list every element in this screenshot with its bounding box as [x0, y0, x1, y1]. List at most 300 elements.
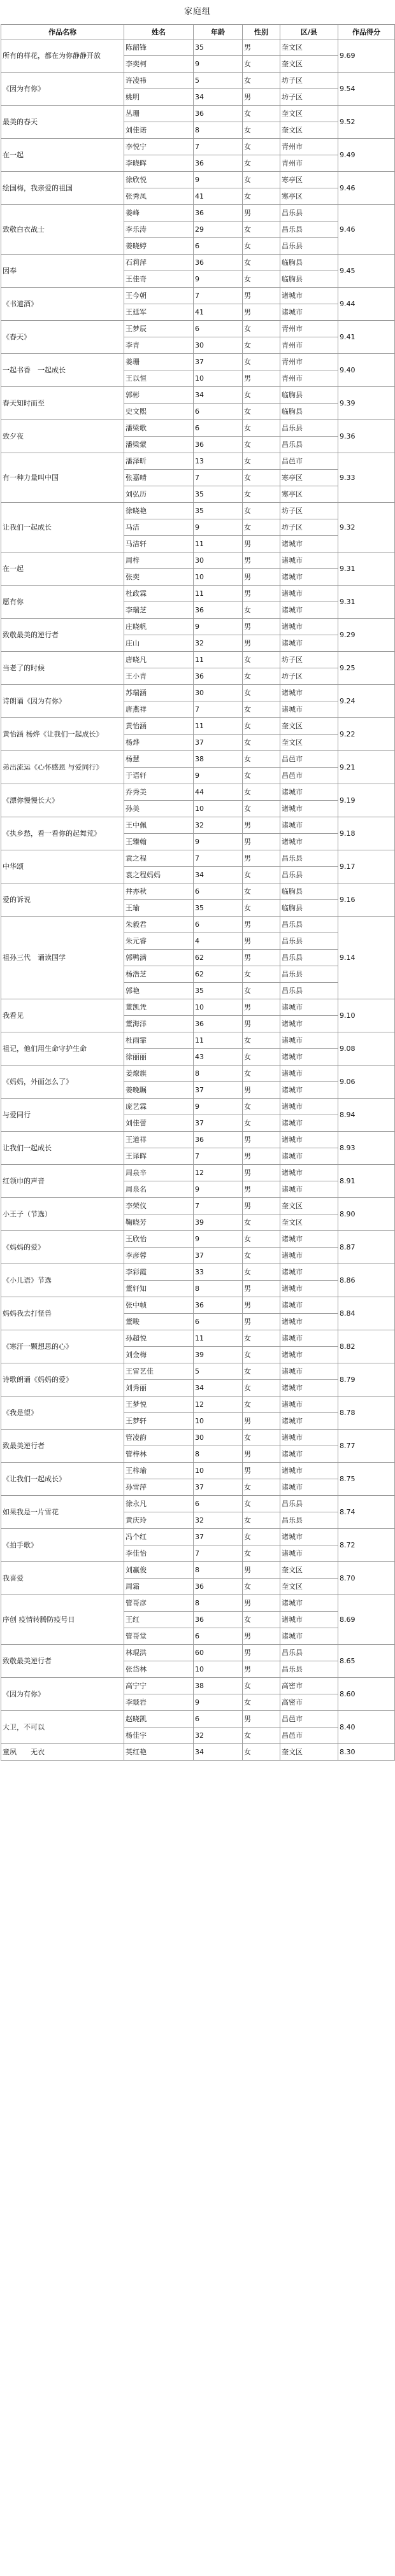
- member-region-cell: 诸城市: [280, 1397, 338, 1413]
- member-name-cell: 张秀凤: [124, 188, 194, 205]
- member-age-cell: 8: [194, 1562, 243, 1579]
- member-age-cell: 35: [194, 39, 243, 56]
- member-gender-cell: 男: [243, 1463, 280, 1479]
- score-cell: 8.65: [338, 1645, 395, 1678]
- score-cell: 9.41: [338, 321, 395, 354]
- member-name-cell: 刘佳诺: [124, 122, 194, 139]
- score-cell: 8.75: [338, 1463, 395, 1496]
- member-name-cell: 于语轩: [124, 768, 194, 784]
- member-region-cell: 诸城市: [280, 1082, 338, 1099]
- member-name-cell: 林琨洪: [124, 1645, 194, 1661]
- member-gender-cell: 男: [243, 569, 280, 586]
- member-age-cell: 36: [194, 1579, 243, 1595]
- score-cell: 9.44: [338, 288, 395, 321]
- member-gender-cell: 女: [243, 106, 280, 122]
- member-gender-cell: 男: [243, 536, 280, 553]
- member-gender-cell: 女: [243, 437, 280, 453]
- member-name-cell: 孙美: [124, 801, 194, 817]
- work-title-cell: 最美的春天: [1, 106, 124, 139]
- table-row: [1, 586, 395, 602]
- table-row: [1, 453, 395, 470]
- member-age-cell: 39: [194, 1347, 243, 1363]
- member-age-cell: 36: [194, 668, 243, 685]
- member-gender-cell: 女: [243, 420, 280, 437]
- table-row: [1, 1165, 395, 1181]
- member-name-cell: 唐燕祥: [124, 701, 194, 718]
- member-gender-cell: 女: [243, 1115, 280, 1132]
- member-age-cell: 9: [194, 834, 243, 850]
- member-age-cell: 44: [194, 784, 243, 801]
- member-name-cell: 王红: [124, 1612, 194, 1628]
- table-row: [1, 1430, 395, 1446]
- member-name-cell: 姜峰: [124, 205, 194, 222]
- member-region-cell: 诸城市: [280, 1165, 338, 1181]
- score-cell: 9.39: [338, 387, 395, 420]
- member-region-cell: 临朐县: [280, 387, 338, 404]
- member-age-cell: 41: [194, 304, 243, 321]
- member-name-cell: 李瑞芝: [124, 602, 194, 619]
- member-region-cell: 寒亭区: [280, 486, 338, 503]
- member-age-cell: 10: [194, 1463, 243, 1479]
- member-region-cell: 诸城市: [280, 1016, 338, 1032]
- member-name-cell: 王道祥: [124, 1132, 194, 1148]
- score-cell: 9.18: [338, 817, 395, 850]
- member-name-cell: 唐晓凡: [124, 652, 194, 668]
- member-region-cell: 奎文区: [280, 1214, 338, 1231]
- member-gender-cell: 女: [243, 188, 280, 205]
- member-age-cell: 6: [194, 420, 243, 437]
- work-title-cell: 诗歌朗诵《妈妈的爱》: [1, 1363, 124, 1397]
- member-region-cell: 青州市: [280, 370, 338, 387]
- member-gender-cell: 女: [243, 668, 280, 685]
- work-title-cell: 因奉: [1, 255, 124, 288]
- work-title-cell: 序创 疫情转腾防疫号日: [1, 1595, 124, 1645]
- member-gender-cell: 女: [243, 486, 280, 503]
- member-name-cell: 乔秀美: [124, 784, 194, 801]
- score-cell: 9.14: [338, 917, 395, 999]
- member-gender-cell: 女: [243, 1744, 280, 1761]
- score-cell: 9.36: [338, 420, 395, 453]
- work-title-cell: 在一起: [1, 553, 124, 586]
- member-age-cell: 6: [194, 1496, 243, 1512]
- member-name-cell: 王梦轩: [124, 1413, 194, 1430]
- member-region-cell: 昌乐县: [280, 222, 338, 238]
- member-gender-cell: 女: [243, 453, 280, 470]
- member-region-cell: 昌邑市: [280, 1728, 338, 1744]
- member-gender-cell: 男: [243, 553, 280, 569]
- table-row: [1, 1032, 395, 1049]
- member-age-cell: 37: [194, 1479, 243, 1496]
- member-age-cell: 35: [194, 486, 243, 503]
- member-age-cell: 39: [194, 1214, 243, 1231]
- member-age-cell: 35: [194, 900, 243, 917]
- member-region-cell: 昌乐县: [280, 850, 338, 867]
- member-region-cell: 昌乐县: [280, 1512, 338, 1529]
- member-region-cell: 昌乐县: [280, 1645, 338, 1661]
- score-cell: 9.17: [338, 850, 395, 883]
- member-gender-cell: 男: [243, 635, 280, 652]
- member-age-cell: 9: [194, 271, 243, 288]
- work-title-cell: 《因为有你》: [1, 1678, 124, 1711]
- score-cell: 9.69: [338, 39, 395, 73]
- member-region-cell: 诸城市: [280, 1281, 338, 1297]
- score-cell: 9.06: [338, 1066, 395, 1099]
- member-gender-cell: 男: [243, 586, 280, 602]
- score-cell: 8.69: [338, 1595, 395, 1645]
- member-region-cell: 奎文区: [280, 718, 338, 735]
- member-region-cell: 奎文区: [280, 122, 338, 139]
- member-age-cell: 6: [194, 404, 243, 420]
- member-gender-cell: 男: [243, 1661, 280, 1678]
- work-title-cell: 《漂你慢慢长大》: [1, 784, 124, 817]
- member-region-cell: 坊子区: [280, 503, 338, 519]
- member-region-cell: 奎文区: [280, 1562, 338, 1579]
- member-region-cell: 奎文区: [280, 106, 338, 122]
- table-row: [1, 718, 395, 735]
- member-region-cell: 诸城市: [280, 536, 338, 553]
- work-title-cell: 《妈妈的爱》: [1, 1231, 124, 1264]
- member-gender-cell: 女: [243, 255, 280, 271]
- score-cell: 8.79: [338, 1363, 395, 1397]
- work-title-cell: 愿有你: [1, 586, 124, 619]
- score-cell: 8.74: [338, 1496, 395, 1529]
- member-age-cell: 9: [194, 56, 243, 73]
- member-age-cell: 34: [194, 1380, 243, 1397]
- table-row: [1, 1529, 395, 1545]
- member-name-cell: 刘佳蕾: [124, 1115, 194, 1132]
- score-cell: 8.94: [338, 1099, 395, 1132]
- member-region-cell: 诸城市: [280, 817, 338, 834]
- member-age-cell: 9: [194, 1694, 243, 1711]
- member-gender-cell: 女: [243, 1430, 280, 1446]
- member-region-cell: 诸城市: [280, 1314, 338, 1330]
- member-age-cell: 11: [194, 586, 243, 602]
- table-row: [1, 1330, 395, 1347]
- member-name-cell: 杨浩芝: [124, 966, 194, 983]
- member-region-cell: 昌乐县: [280, 917, 338, 933]
- work-title-cell: 在一起: [1, 139, 124, 172]
- header-name: 姓名: [124, 25, 194, 39]
- member-region-cell: 坊子区: [280, 652, 338, 668]
- member-name-cell: 王中佩: [124, 817, 194, 834]
- header-gender: 性别: [243, 25, 280, 39]
- member-name-cell: 管哥堂: [124, 1628, 194, 1645]
- member-region-cell: 诸城市: [280, 1032, 338, 1049]
- member-age-cell: 7: [194, 850, 243, 867]
- work-title-cell: 大卫，不可以: [1, 1711, 124, 1744]
- page-title: 家庭组: [183, 7, 211, 17]
- score-cell: 8.93: [338, 1132, 395, 1165]
- member-gender-cell: 男: [243, 370, 280, 387]
- member-region-cell: 诸城市: [280, 1413, 338, 1430]
- score-cell: 8.82: [338, 1330, 395, 1363]
- member-name-cell: 杨烨: [124, 735, 194, 751]
- member-name-cell: 李荣仪: [124, 1198, 194, 1214]
- member-age-cell: 37: [194, 1115, 243, 1132]
- member-age-cell: 11: [194, 652, 243, 668]
- table-row: [1, 205, 395, 222]
- table-row: [1, 999, 395, 1016]
- member-age-cell: 11: [194, 718, 243, 735]
- score-cell: 8.72: [338, 1529, 395, 1562]
- member-region-cell: 诸城市: [280, 1049, 338, 1066]
- member-gender-cell: 女: [243, 172, 280, 188]
- member-region-cell: 诸城市: [280, 834, 338, 850]
- member-age-cell: 6: [194, 883, 243, 900]
- member-gender-cell: 女: [243, 238, 280, 255]
- member-age-cell: 6: [194, 917, 243, 933]
- member-gender-cell: 女: [243, 470, 280, 486]
- member-name-cell: 王佳奇: [124, 271, 194, 288]
- work-title-cell: 我喜爱: [1, 1562, 124, 1595]
- member-gender-cell: 女: [243, 354, 280, 370]
- table-row: [1, 1496, 395, 1512]
- member-name-cell: 姜晚瞩: [124, 1082, 194, 1099]
- table-row: [1, 1397, 395, 1413]
- work-title-cell: 所有的样花，都在为你静静开放: [1, 39, 124, 73]
- member-gender-cell: 男: [243, 1413, 280, 1430]
- member-region-cell: 奎文区: [280, 39, 338, 56]
- member-age-cell: 34: [194, 867, 243, 883]
- member-age-cell: 36: [194, 106, 243, 122]
- member-gender-cell: 男: [243, 619, 280, 635]
- member-name-cell: 王梦悦: [124, 1397, 194, 1413]
- member-region-cell: 奎文区: [280, 1744, 338, 1761]
- member-region-cell: 临朐县: [280, 404, 338, 420]
- table-row: [1, 321, 395, 337]
- member-region-cell: 坊子区: [280, 668, 338, 685]
- member-age-cell: 36: [194, 205, 243, 222]
- score-cell: 9.45: [338, 255, 395, 288]
- member-name-cell: 潘梁蒙: [124, 437, 194, 453]
- table-row: [1, 1231, 395, 1248]
- member-age-cell: 32: [194, 817, 243, 834]
- member-region-cell: 坊子区: [280, 73, 338, 89]
- member-age-cell: 35: [194, 503, 243, 519]
- member-name-cell: 刘秀丽: [124, 1380, 194, 1397]
- member-gender-cell: 女: [243, 1529, 280, 1545]
- member-region-cell: 奎文区: [280, 56, 338, 73]
- member-region-cell: 诸城市: [280, 1148, 338, 1165]
- member-age-cell: 30: [194, 1430, 243, 1446]
- score-cell: 8.78: [338, 1397, 395, 1430]
- work-title-cell: 祖记，他们用生命守护生命: [1, 1032, 124, 1066]
- member-name-cell: 王欣怡: [124, 1231, 194, 1248]
- member-age-cell: 7: [194, 139, 243, 155]
- table-row: [1, 619, 395, 635]
- member-age-cell: 9: [194, 1231, 243, 1248]
- member-age-cell: 36: [194, 1132, 243, 1148]
- table-row: [1, 1645, 395, 1661]
- member-name-cell: 高宁宁: [124, 1678, 194, 1694]
- member-region-cell: 诸城市: [280, 1330, 338, 1347]
- member-region-cell: 诸城市: [280, 1628, 338, 1645]
- member-gender-cell: 女: [243, 1049, 280, 1066]
- member-region-cell: 诸城市: [280, 701, 338, 718]
- work-title-cell: 弟出流运《心怀感恩 与爱同行》: [1, 751, 124, 784]
- member-name-cell: 徐丽丽: [124, 1049, 194, 1066]
- member-gender-cell: 女: [243, 337, 280, 354]
- member-gender-cell: 男: [243, 1297, 280, 1314]
- member-region-cell: 诸城市: [280, 602, 338, 619]
- table-row: [1, 1066, 395, 1082]
- member-region-cell: 高密市: [280, 1678, 338, 1694]
- work-title-cell: 一起书香 一起成长: [1, 354, 124, 387]
- member-name-cell: 王译晖: [124, 1148, 194, 1165]
- member-age-cell: 60: [194, 1645, 243, 1661]
- member-age-cell: 37: [194, 735, 243, 751]
- member-gender-cell: 女: [243, 1032, 280, 1049]
- work-title-cell: 红领巾的声音: [1, 1165, 124, 1198]
- member-gender-cell: 男: [243, 1132, 280, 1148]
- member-region-cell: 奎文区: [280, 1579, 338, 1595]
- work-title-cell: 中华颂: [1, 850, 124, 883]
- score-cell: 9.22: [338, 718, 395, 751]
- member-gender-cell: 男: [243, 1628, 280, 1645]
- member-gender-cell: 女: [243, 1512, 280, 1529]
- member-name-cell: 鞠晓芳: [124, 1214, 194, 1231]
- member-name-cell: 李彦蓉: [124, 1248, 194, 1264]
- header-age: 年龄: [194, 25, 243, 39]
- table-row: [1, 652, 395, 668]
- member-age-cell: 8: [194, 1595, 243, 1612]
- member-name-cell: 杨慧: [124, 751, 194, 768]
- work-title-cell: 与爱同行: [1, 1099, 124, 1132]
- member-name-cell: 董畯: [124, 1314, 194, 1330]
- member-gender-cell: 男: [243, 817, 280, 834]
- table-body: [1, 39, 395, 1761]
- member-region-cell: 诸城市: [280, 685, 338, 701]
- member-name-cell: 袁之程: [124, 850, 194, 867]
- member-age-cell: 9: [194, 619, 243, 635]
- member-region-cell: 青州市: [280, 155, 338, 172]
- table-row: [1, 73, 395, 89]
- work-title-cell: 黄怡涵 杨烨《让我们一起成长》: [1, 718, 124, 751]
- member-gender-cell: 男: [243, 288, 280, 304]
- table-row: [1, 817, 395, 834]
- work-title-cell: 让我们一起成长: [1, 1132, 124, 1165]
- member-age-cell: 62: [194, 966, 243, 983]
- score-cell: 9.31: [338, 586, 395, 619]
- member-age-cell: 8: [194, 122, 243, 139]
- member-gender-cell: 男: [243, 1711, 280, 1728]
- member-name-cell: 姜珊: [124, 354, 194, 370]
- member-age-cell: 37: [194, 1529, 243, 1545]
- table-row: [1, 1264, 395, 1281]
- score-cell: 8.91: [338, 1165, 395, 1198]
- member-region-cell: 诸城市: [280, 1231, 338, 1248]
- member-name-cell: 马洁轩: [124, 536, 194, 553]
- member-region-cell: 青州市: [280, 321, 338, 337]
- member-age-cell: 36: [194, 1297, 243, 1314]
- member-name-cell: 史文熙: [124, 404, 194, 420]
- table-row: [1, 1711, 395, 1728]
- header-score: 作品得分: [338, 25, 395, 39]
- member-name-cell: 李乐涛: [124, 222, 194, 238]
- member-gender-cell: 女: [243, 735, 280, 751]
- table-row: [1, 751, 395, 768]
- member-gender-cell: 男: [243, 304, 280, 321]
- member-name-cell: 孙超悦: [124, 1330, 194, 1347]
- member-name-cell: 李晓晖: [124, 155, 194, 172]
- member-name-cell: 董轩知: [124, 1281, 194, 1297]
- member-age-cell: 37: [194, 354, 243, 370]
- member-age-cell: 37: [194, 1248, 243, 1264]
- member-region-cell: 临朐县: [280, 900, 338, 917]
- member-name-cell: 马洁: [124, 519, 194, 536]
- member-gender-cell: 女: [243, 1363, 280, 1380]
- work-title-cell: 《书道酒》: [1, 288, 124, 321]
- member-gender-cell: 女: [243, 1347, 280, 1363]
- member-name-cell: 李彩霞: [124, 1264, 194, 1281]
- member-region-cell: 诸城市: [280, 1363, 338, 1380]
- member-region-cell: 诸城市: [280, 1595, 338, 1612]
- table-row: [1, 1099, 395, 1115]
- member-gender-cell: 男: [243, 1281, 280, 1297]
- member-age-cell: 32: [194, 1728, 243, 1744]
- member-gender-cell: 女: [243, 1099, 280, 1115]
- member-gender-cell: 女: [243, 784, 280, 801]
- member-name-cell: 英红艳: [124, 1744, 194, 1761]
- member-name-cell: 黄庆玲: [124, 1512, 194, 1529]
- member-name-cell: 孙雪萍: [124, 1479, 194, 1496]
- member-gender-cell: 女: [243, 1479, 280, 1496]
- member-name-cell: 潘梁歌: [124, 420, 194, 437]
- member-name-cell: 姜燎旗: [124, 1066, 194, 1082]
- member-age-cell: 33: [194, 1264, 243, 1281]
- member-gender-cell: 女: [243, 271, 280, 288]
- member-gender-cell: 女: [243, 1231, 280, 1248]
- header-work: 作品名称: [1, 25, 124, 39]
- member-age-cell: 32: [194, 1512, 243, 1529]
- member-name-cell: 李悦宁: [124, 139, 194, 155]
- member-age-cell: 5: [194, 73, 243, 89]
- score-cell: 9.25: [338, 652, 395, 685]
- member-region-cell: 奎文区: [280, 1198, 338, 1214]
- score-cell: 8.70: [338, 1562, 395, 1595]
- member-gender-cell: 男: [243, 850, 280, 867]
- member-gender-cell: 男: [243, 1314, 280, 1330]
- member-age-cell: 13: [194, 453, 243, 470]
- member-age-cell: 30: [194, 337, 243, 354]
- member-region-cell: 昌乐县: [280, 933, 338, 950]
- member-name-cell: 周霜: [124, 1579, 194, 1595]
- member-gender-cell: 女: [243, 602, 280, 619]
- member-gender-cell: 女: [243, 139, 280, 155]
- member-gender-cell: 女: [243, 321, 280, 337]
- member-name-cell: 李燚岩: [124, 1694, 194, 1711]
- member-region-cell: 诸城市: [280, 1380, 338, 1397]
- member-name-cell: 石莉萍: [124, 255, 194, 271]
- table-row: [1, 784, 395, 801]
- member-region-cell: 青州市: [280, 354, 338, 370]
- work-title-cell: 有一种力量叫中国: [1, 453, 124, 503]
- work-title-cell: 《我是望》: [1, 1397, 124, 1430]
- member-gender-cell: 男: [243, 1645, 280, 1661]
- score-cell: 9.52: [338, 106, 395, 139]
- member-gender-cell: 女: [243, 867, 280, 883]
- member-gender-cell: 女: [243, 1380, 280, 1397]
- table-row: [1, 1562, 395, 1579]
- member-gender-cell: 男: [243, 999, 280, 1016]
- member-region-cell: 青州市: [280, 337, 338, 354]
- member-age-cell: 6: [194, 1711, 243, 1728]
- member-name-cell: 王梦辰: [124, 321, 194, 337]
- member-age-cell: 62: [194, 950, 243, 966]
- member-gender-cell: 男: [243, 1016, 280, 1032]
- table-row: [1, 354, 395, 370]
- member-age-cell: 10: [194, 1661, 243, 1678]
